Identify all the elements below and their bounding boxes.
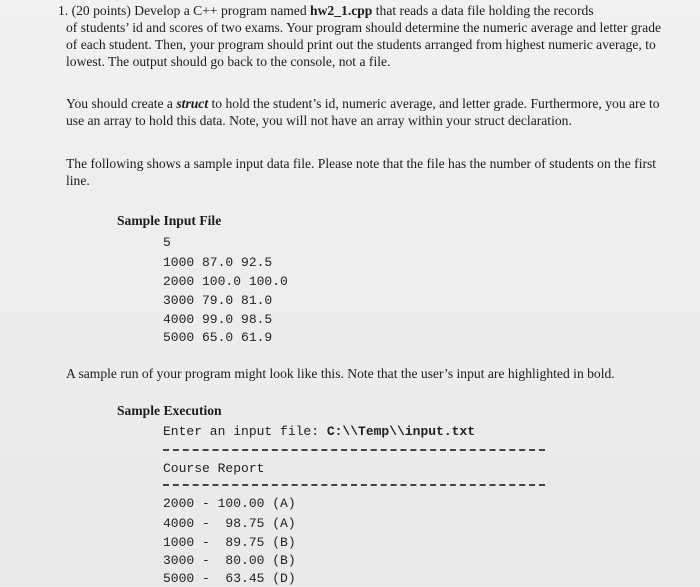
struct-paragraph bbox=[66, 95, 678, 129]
dashed-divider bbox=[163, 484, 545, 486]
problem-number-points: 1. (20 points) bbox=[58, 3, 131, 18]
problem-description: of students’ id and scores of two exams. Your program should determine the numeric average and letter grade of each student. Then, your program should print out the students arranged from highest numeric average, to lowest. The output should go back to the console, not a file. bbox=[66, 20, 662, 69]
problem-lead-text: Develop a C++ program named bbox=[130, 3, 311, 18]
sample-run-paragraph: A sample run of your program might look like this. Note that the user’s input are highlighted in bold. bbox=[66, 366, 615, 381]
execution-prompt-line bbox=[163, 424, 475, 440]
sample-execution-heading: Sample Execution bbox=[117, 403, 222, 418]
input-file-paragraph: The following shows a sample input data file. Please note that the file has the number of students on the first line. bbox=[66, 156, 657, 188]
report-row: 2000 - 100.00 (A) bbox=[163, 496, 296, 511]
struct-paragraph-before: You should create a bbox=[66, 96, 177, 111]
report-title: Course Report bbox=[163, 461, 265, 476]
sample-input-heading: Sample Input File bbox=[117, 213, 222, 228]
sample-input-line: 3000 79.0 81.0 bbox=[163, 293, 273, 308]
report-row: 5000 - 63.45 (D) bbox=[163, 571, 296, 586]
sample-input-line: 4000 99.0 98.5 bbox=[163, 312, 273, 327]
dashed-divider bbox=[163, 449, 545, 451]
problem-paragraph-1 bbox=[58, 2, 670, 70]
execution-user-input: C:\\Temp\\input.txt bbox=[326, 424, 476, 439]
problem-tail-text: that reads a data file holding the records bbox=[372, 3, 594, 18]
struct-keyword: struct bbox=[176, 96, 209, 111]
struct-paragraph-after: to hold the student’s id, numeric average, and letter grade. Furthermore, you are to use an array to hold this data. Note, you will not have an array within your struct declaration. bbox=[66, 96, 660, 128]
sample-input-line: 2000 100.0 100.0 bbox=[163, 274, 288, 289]
report-row: 1000 - 89.75 (B) bbox=[163, 535, 296, 550]
report-row: 4000 - 98.75 (A) bbox=[163, 516, 296, 531]
execution-prompt: Enter an input file: bbox=[163, 424, 327, 439]
sample-input-line: 5 bbox=[163, 235, 171, 250]
report-row: 3000 - 80.00 (B) bbox=[163, 553, 296, 568]
sample-input-line: 1000 87.0 92.5 bbox=[163, 255, 273, 270]
sample-input-line: 5000 65.0 61.9 bbox=[163, 330, 273, 345]
program-filename: hw2_1.cpp bbox=[310, 3, 373, 18]
